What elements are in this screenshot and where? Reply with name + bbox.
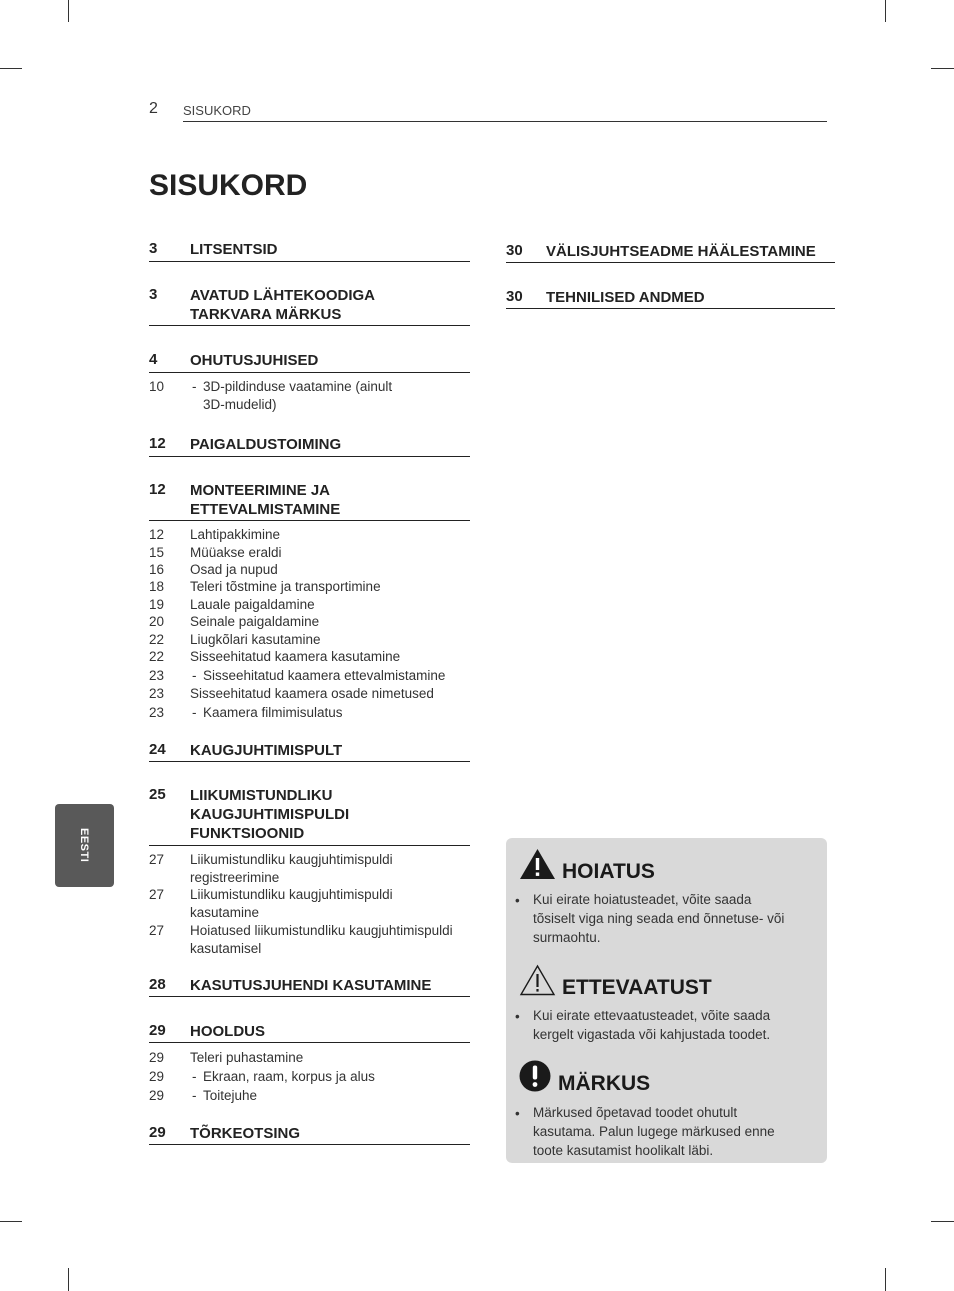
toc-sub-title-line: 3D-mudelid) [203,397,277,412]
toc-subentry[interactable] [149,1068,470,1086]
toc-sub-page-number: 29 [149,1088,165,1103]
toc-sub-page-number: 23 [149,686,165,701]
toc-title: TÕRKEOTSING [190,1125,301,1142]
toc-subentry[interactable] [149,578,470,596]
toc-subentry[interactable] [149,613,470,631]
toc-page-number: 12 [149,435,166,452]
language-label: EESTI [78,828,90,863]
toc-title [190,286,375,324]
toc-subentry[interactable] [149,648,470,666]
toc-sub-title: Ekraan, raam, korpus ja alus [203,1069,375,1084]
toc-page-number: 25 [149,786,166,803]
toc-title [190,481,340,519]
toc-sub-page-number: 27 [149,923,165,938]
toc-sub-page-number: 27 [149,887,165,902]
toc-subentry[interactable] [149,704,470,722]
toc-sub-page-number: 27 [149,852,165,867]
toc-sub-title: Kaamera filmimisulatus [203,705,343,720]
caution-text-line: kergelt vigastada või kahjustada toodet. [533,1027,771,1042]
running-header-title: SISUKORD [183,103,251,118]
caution-text-line: Kui eirate ettevaatusteadet, võite saada [533,1008,771,1023]
toc-entry[interactable] [149,351,470,373]
toc-title: TEHNILISED ANDMED [546,289,705,306]
note-text-line: kasutama. Palun lugege märkused enne [533,1124,775,1139]
toc-sub-title: Müüakse eraldi [190,545,282,560]
crop-mark [931,1221,954,1222]
toc-sub-title-line: kasutamine [190,905,260,920]
toc-sub-title-line: 3D-pildinduse vaatamine (ainult [203,379,393,394]
toc-page-number: 30 [506,242,523,259]
toc-title-line: LIIKUMISTUNDLIKU [190,787,333,804]
toc-sub-title: Teleri tõstmine ja transportimine [190,579,381,594]
toc-sub-title: Osad ja nupud [190,562,278,577]
toc-sub-page-number: 10 [149,379,165,394]
crop-mark [68,1268,69,1291]
toc-dash: - [192,1088,197,1103]
warning-text-line: surmaohtu. [533,930,601,945]
toc-entry[interactable] [149,976,470,997]
page-title: SISUKORD [149,169,308,202]
toc-entry[interactable] [149,786,470,846]
toc-sub-page-number: 19 [149,597,165,612]
toc-subentry[interactable] [149,922,470,958]
toc-sub-title-line: Liikumistundliku kaugjuhtimispuldi [190,887,393,902]
toc-entry[interactable] [149,741,470,762]
toc-sub-title-line: Liikumistundliku kaugjuhtimispuldi [190,852,393,867]
crop-mark [0,1221,22,1222]
toc-sub-title: Seinale paigaldamine [190,614,320,629]
toc-sub-title: Sisseehitatud kaamera kasutamine [190,649,401,664]
toc-sub-title: Sisseehitatud kaamera ettevalmistamine [203,668,446,683]
toc-right-column [506,0,835,320]
toc-subentry[interactable] [149,378,470,416]
language-side-tab [55,804,114,887]
toc-sub-title [190,886,393,922]
toc-sub-title-line: Hoiatused liikumistundliku kaugjuhtimispuldi [190,923,453,938]
toc-subentry[interactable] [149,561,470,579]
note-text-line: toote kasutamist hoolikalt läbi. [533,1143,714,1158]
toc-sub-title [190,851,393,887]
toc-entry[interactable] [149,481,470,521]
toc-subentry[interactable] [149,596,470,614]
toc-subentry[interactable] [149,685,470,703]
toc-sub-page-number: 22 [149,632,165,647]
toc-entry[interactable] [506,288,835,309]
toc-left-column [149,0,470,1291]
toc-title-line: ETTEVALMISTAMINE [190,501,341,518]
toc-sub-title: Sisseehitatud kaamera osade nimetused [190,686,434,701]
notice-box [506,838,827,1163]
exclamation-circle-icon [519,1060,551,1092]
toc-entry[interactable] [149,1124,470,1145]
warning-triangle-filled-icon [519,848,556,880]
toc-subentry[interactable] [149,667,470,685]
toc-subentry[interactable] [149,1087,470,1105]
toc-sub-page-number: 29 [149,1069,165,1084]
toc-sub-page-number: 29 [149,1050,165,1065]
toc-title-line: FUNKTSIOONID [190,825,305,842]
toc-sub-page-number: 16 [149,562,165,577]
toc-subentry[interactable] [149,851,470,887]
caution-title: ETTEVAATUST [562,976,712,999]
toc-title: KAUGJUHTIMISPULT [190,742,343,759]
bullet: • [515,1009,520,1024]
crop-mark [0,68,22,69]
note-title: MÄRKUS [558,1072,651,1095]
toc-dash: - [192,668,197,683]
toc-page-number: 29 [149,1124,166,1141]
toc-sub-page-number: 20 [149,614,165,629]
toc-page-number: 24 [149,741,166,758]
toc-sub-page-number: 15 [149,545,165,560]
toc-entry[interactable] [149,1022,470,1043]
warning-text-line: tõsiselt viga ning seada end õnnetuse- või [533,911,785,926]
toc-sub-title [203,378,392,414]
crop-mark [931,68,954,69]
toc-sub-title: Liugkõlari kasutamine [190,632,321,647]
toc-dash: - [192,705,197,720]
toc-title: VÄLISJUHTSEADME HÄÄLESTAMINE [546,243,816,260]
toc-page-number: 3 [149,286,158,303]
toc-sub-title [190,922,453,958]
toc-sub-title: Lauale paigaldamine [190,597,315,612]
warning-triangle-outline-icon [519,964,556,996]
toc-page-number: 28 [149,976,166,993]
toc-entry[interactable] [149,240,470,262]
crop-mark [885,0,886,22]
toc-title-line: TARKVARA MÄRKUS [190,306,342,323]
note-text [533,1103,808,1160]
toc-title [190,786,349,843]
toc-title: PAIGALDUSTOIMING [190,436,342,453]
toc-entry[interactable] [149,435,470,457]
bullet: • [515,893,520,908]
toc-entry[interactable] [149,286,470,326]
toc-page-number: 30 [506,288,523,305]
toc-sub-title: Teleri puhastamine [190,1050,304,1065]
toc-entry[interactable] [506,242,835,263]
warning-text [533,890,808,947]
toc-sub-title: Lahtipakkimine [190,527,281,542]
toc-title: KASUTUSJUHENDI KASUTAMINE [190,977,432,994]
toc-subentry[interactable] [149,1049,470,1067]
toc-sub-title-line: registreerimine [190,870,280,885]
toc-sub-page-number: 22 [149,649,165,664]
toc-title: OHUTUSJUHISED [190,352,319,369]
crop-mark [68,0,69,22]
toc-title-line: AVATUD LÄHTEKOODIGA [190,287,375,304]
toc-sub-title-line: kasutamisel [190,941,262,956]
warning-text-line: Kui eirate hoiatusteadet, võite saada [533,892,752,907]
page-number: 2 [149,100,158,117]
crop-mark [885,1268,886,1291]
toc-dash: - [192,1069,197,1084]
toc-title-line: MONTEERIMINE JA [190,482,331,499]
bullet: • [515,1106,520,1121]
toc-sub-page-number: 18 [149,579,165,594]
toc-sub-page-number: 23 [149,705,165,720]
toc-sub-title: Toitejuhe [203,1088,258,1103]
toc-title: LITSENTSID [190,241,278,258]
toc-title: HOOLDUS [190,1023,265,1040]
toc-sub-page-number: 23 [149,668,165,683]
toc-subentry[interactable] [149,544,470,562]
toc-subentry[interactable] [149,631,470,649]
warning-title: HOIATUS [562,860,655,883]
toc-subentry[interactable] [149,886,470,922]
toc-dash: - [192,379,197,394]
caution-text [533,1006,808,1044]
note-text-line: Märkused õpetavad toodet ohutult [533,1105,738,1120]
toc-page-number: 4 [149,351,158,368]
toc-sub-page-number: 12 [149,527,165,542]
toc-title-line: KAUGJUHTIMISPULDI [190,806,350,823]
toc-subentry[interactable] [149,526,470,544]
toc-page-number: 29 [149,1022,166,1039]
toc-page-number: 12 [149,481,166,498]
toc-page-number: 3 [149,240,158,257]
